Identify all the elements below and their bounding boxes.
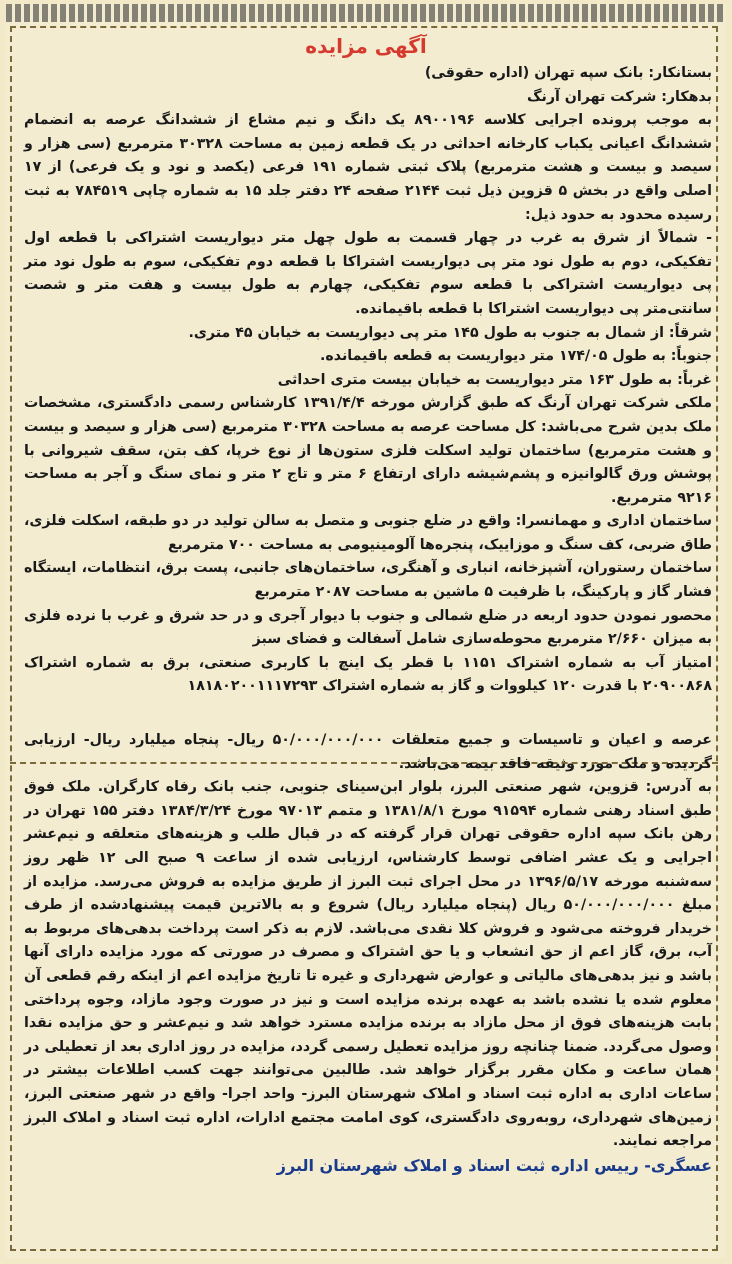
spec-office: ساختمان اداری و مهمانسرا: واقع در ضلع جنوبی و متصل به سالن تولید در دو طبقه، اسکلت فلزی، طاق ضربی، کف سنگ و موزاییک، پنجره‌ها آلومینیومی به مساحت ۷۰۰ مترمربع xyxy=(24,513,712,553)
north-boundary: - شمالاً از شرق به غرب در چهار قسمت به طول چهل متر دیواریست اشتراکی با قطعه اول تفکیکی، دوم به طول نود متر پی دیواریست اشتراکا با قطعه دوم تفکیکی، سوم به طول نود متر پی دیواریست اشتراکی با قطعه سوم تفکیکی، چهارم به طول بیست و هفت متر و شصت سانتی‌متر پی دیواریست اشتراکا با قطعه باقیمانده. xyxy=(24,230,712,317)
notice-title: آگهی مزایده xyxy=(305,34,427,58)
south-boundary: جنوباً: به طول ۱۷۴/۰۵ متر دیواریست به قطعه باقیمانده. xyxy=(320,348,712,365)
spec-utilities: امتیاز آب به شماره اشتراک ۱۱۵۱ با قطر یک اینچ با کاربری صنعتی، برق به شماره اشتراک ۲۰۹۰۰۸۶۸ با قدرت ۱۲۰ کیلووات و گاز به شماره اشتراک ۱۸۱۸۰۲۰۰۱۱۱۷۲۹۳ xyxy=(24,654,712,695)
intro-paragraph: به موجب پرونده اجرایی کلاسه ۸۹۰۰۱۹۶ یک دانگ و نیم مشاع از ششدانگ عرصه به انضمام ششدانگ اعیانی یکباب کارخانه احداثی در یک قطعه زمین به مساحت ۳۰۳۲۸ مترمربع (سی هزار و سیصد و بیست و هشت مترمربع) پلاک ثبتی شماره ۱۹۱ فرعی (یکصد و نود و یک فرعی) از ۱۷ اصلی واقع در بخش ۵ قزوین ذیل ثبت ۲۱۴۴ صفحه ۲۴ دفتر جلد ۱۵ به شماره چاپی ۷۸۴۵۱۹ به ثبت رسیده محدود به حدود ذیل: xyxy=(24,112,712,223)
debtor-line: بدهکار: شرکت تهران آرنگ xyxy=(526,88,712,105)
spec-main: ملکی شرکت تهران آرنگ که طبق گزارش مورخه ۱۳۹۱/۴/۴ کارشناس رسمی دادگستری، مشخصات ملک بدین شرح می‌باشد: کل مساحت عرصه به مساحت ۳۰۳۲۸ مترمربع (سی هزار و سیصد و بیست و هشت مترمربع) ساختمان تولید اسکلت فلزی ستون‌ها از نوع خرپا، کف بتن، سقف شیروانی با پوشش ورق گالوانیزه و پشم‌شیشه دارای ارتفاع ۶ متر و تاج ۲ متر و نمای سنگ و آجر به مساحت ۹۲۱۶ مترمربع. xyxy=(24,395,712,506)
details-paragraph: به آدرس: قزوین، شهر صنعتی البرز، بلوار ابن‌سینای جنوبی، جنب بانک رفاه کارگران. ملک فوق طبق اسناد رهنی شماره ۹۱۵۹۴ مورخ ۱۳۸۱/۸/۱ و متمم ۹۷۰۱۳ مورخ ۱۳۸۴/۳/۲۴ دفتر ۱۵۵ تهران در رهن بانک سپه اداره حقوقی تهران قرار گرفته که در قبال طلب و هزینه‌های متعلقه و نیم‌عشر اجرایی و یک عشر اضافی توسط کارشناس، ارزیابی شده از ساعت ۹ صبح الی ۱۲ ظهر روز سه‌شنبه مورخه ۱۳۹۶/۵/۱۷ در محل اجرای ثبت البرز از طریق مزایده به فروش می‌رسد. مزایده از مبلغ ۵۰/۰۰۰/۰۰۰/۰۰۰ ریال (پنجاه میلیارد ریال) شروع و به بالاترین قیمت پیشنهادشده از طرف خریدار فروخته می‌شود و فروش کلا نقدی می‌باشد. لازم به ذکر است پرداخت بدهی‌های مربوط به آب، برق، گاز اعم از حق انشعاب و یا حق اشتراک و مصرف در صورتی که مورد مزایده دارای آنها باشد و نیز بدهی‌های مالیاتی و عوارض شهرداری و غیره تا تاریخ مزایده اعم از اینکه رقم قطعی آن معلوم شده یا نشده باشد به عهده برنده مزایده است و نیز در صورت وجود مازاد، وجوه پرداختی بابت هزینه‌های فوق از محل مازاد به برنده مزایده مسترد خواهد شد و نیم‌عشر و حق مزایده نقدا وصول می‌گردد. ضمنا چنانچه روز مزایده تعطیل رسمی گردد، مزایده در روز اداری بعد از تعطیلی در همان ساعت و مکان مقرر برگزار خواهد شد. طالبین می‌توانند جهت کسب اطلاعات بیشتر در ساعات اداری به اداره ثبت اسناد و املاک شهرستان البرز- واحد اجرا- واقع در شهر صنعتی البرز، زمین‌های شهرداری، روبه‌روی دادگستری، کوی امامت مجتمع ادارات، اداره ثبت اسناد و املاک البرز مراجعه نمایند. xyxy=(24,779,713,1150)
signature-line: عسگری- رییس اداره ثبت اسناد و املاک شهرستان البرز xyxy=(276,1155,712,1175)
spec-fencing: محصور نمودن حدود اربعه در ضلع شمالی و جنوب با دیوار آجری و در حد شرق و غرب با نرده فلزی به میزان ۲/۶۶۰ مترمربع محوطه‌سازی شامل آسفالت و فضای سبز xyxy=(24,607,712,648)
west-boundary: غرباً: به طول ۱۶۳ متر دیواریست به خیابان بیست متری احداثی xyxy=(277,371,712,388)
notice-body xyxy=(24,62,712,1242)
newspaper-clipping xyxy=(6,4,726,1258)
east-boundary: شرقاً: از شمال به جنوب به طول ۱۴۵ متر پی دیواریست به خیابان ۴۵ متری. xyxy=(188,324,712,341)
valuation-paragraph: عرصه و اعیان و تاسیسات و جمیع متعلقات ۵۰/۰۰۰/۰۰۰/۰۰۰ ریال- پنجاه میلیارد ریال- ارزیابی گردیده و ملک مورد وثیقه فاقد بیمه می‌باشد. xyxy=(24,732,712,772)
section-gap xyxy=(24,699,712,729)
previous-article-strip xyxy=(6,4,726,22)
creditor-line: بستانکار: بانک سپه تهران (اداره حقوقی) xyxy=(424,65,712,81)
spec-restaurant: ساختمان رستوران، آشپزخانه، انباری و آهنگری، ساختمان‌های جانبی، پست برق، انتظامات، ایستگاه فشار گاز و پارکینگ، با ظرفیت ۵ ماشین به مساحت ۲۰۸۷ مترمربع xyxy=(24,560,712,601)
